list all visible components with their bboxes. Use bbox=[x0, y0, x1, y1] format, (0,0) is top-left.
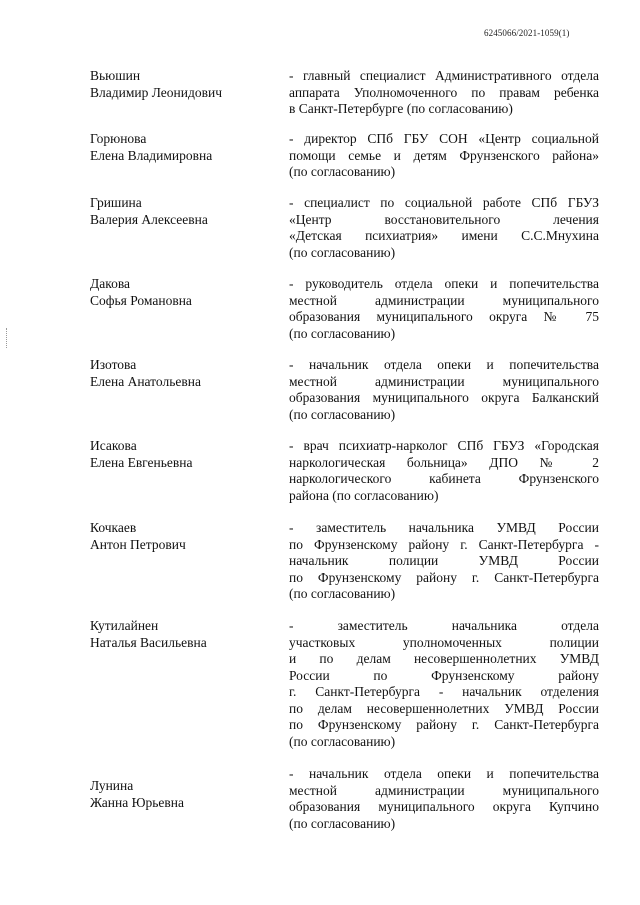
member-surname: Кочкаев bbox=[90, 520, 137, 535]
role-line: образования муниципального округа Купчино bbox=[289, 799, 599, 814]
role-line: местной администрации муниципального bbox=[289, 373, 599, 389]
role-line: - начальник отдела опеки и попечительства bbox=[289, 766, 599, 781]
member-surname: Горюнова bbox=[90, 131, 147, 146]
role-line: - начальник отдела опеки и попечительства bbox=[289, 357, 599, 372]
role-line: «Детская психиатрия» имени С.С.Мнухина bbox=[289, 228, 599, 243]
role-line: наркологического кабинета Фрунзенского bbox=[289, 471, 599, 486]
role-line: «Центр восстановительного лечения bbox=[289, 211, 599, 227]
role-line: помощи семье и детям Фрунзенского района» bbox=[289, 147, 599, 163]
member-surname: Вьюшин bbox=[90, 68, 141, 83]
member-role bbox=[289, 357, 599, 423]
member-surname: Исакова bbox=[90, 438, 137, 453]
member-name bbox=[90, 68, 270, 101]
role-line: - заместитель начальника отдела bbox=[289, 618, 599, 633]
member-given-name: Елена Евгеньевна bbox=[90, 454, 193, 470]
member-name bbox=[90, 778, 270, 811]
member-role bbox=[289, 68, 599, 118]
member-given-name: Владимир Леонидович bbox=[90, 84, 222, 100]
member-role bbox=[289, 766, 599, 832]
member-given-name: Елена Владимировна bbox=[90, 147, 213, 163]
member-name bbox=[90, 520, 270, 553]
role-line: - руководитель отдела опеки и попечительства bbox=[289, 276, 599, 291]
role-line: по Фрунзенскому району г. Санкт-Петербурга bbox=[289, 717, 599, 732]
role-line: по Фрунзенскому району г. Санкт-Петербурга bbox=[289, 569, 599, 585]
member-name bbox=[90, 195, 270, 228]
member-role bbox=[289, 618, 599, 750]
role-line: района (по согласованию) bbox=[289, 487, 439, 503]
member-role bbox=[289, 195, 599, 261]
member-surname: Дакова bbox=[90, 276, 131, 291]
role-line: и по делам несовершеннолетних УМВД bbox=[289, 651, 599, 666]
role-line: наркологическая больница» ДПО № 2 bbox=[289, 454, 599, 470]
member-name bbox=[90, 357, 270, 390]
role-line: начальник полиции УМВД России bbox=[289, 553, 599, 568]
member-given-name: Елена Анатольевна bbox=[90, 373, 201, 389]
role-line: - специалист по социальной работе СПб ГБУЗ bbox=[289, 195, 599, 210]
member-name bbox=[90, 618, 270, 651]
role-line: - заместитель начальника УМВД России bbox=[289, 520, 599, 535]
role-line: участковых уполномоченных полиции bbox=[289, 634, 599, 650]
member-name bbox=[90, 131, 270, 164]
member-given-name: Валерия Алексеевна bbox=[90, 211, 208, 227]
role-line: г. Санкт-Петербурга - начальник отделения bbox=[289, 684, 599, 699]
member-given-name: Антон Петрович bbox=[90, 536, 186, 552]
member-surname: Гришина bbox=[90, 195, 142, 210]
member-role bbox=[289, 131, 599, 181]
document-number: 6245066/2021-1059(1) bbox=[484, 28, 570, 38]
role-line: (по согласованию) bbox=[289, 325, 396, 341]
member-given-name: Софья Романовна bbox=[90, 292, 192, 308]
member-role bbox=[289, 520, 599, 603]
role-line: (по согласованию) bbox=[289, 244, 396, 260]
member-surname: Лунина bbox=[90, 778, 134, 793]
member-name bbox=[90, 276, 270, 309]
role-line: местной администрации муниципального bbox=[289, 782, 599, 798]
member-name bbox=[90, 438, 270, 471]
role-line: в Санкт-Петербурге (по согласованию) bbox=[289, 101, 513, 116]
member-given-name: Наталья Васильевна bbox=[90, 634, 207, 650]
role-line: (по согласованию) bbox=[289, 406, 396, 422]
member-role bbox=[289, 438, 599, 504]
role-line: по Фрунзенскому району г. Санкт-Петербурга - bbox=[289, 536, 599, 552]
role-line: образования муниципального округа Балканский bbox=[289, 390, 599, 405]
role-line: (по согласованию) bbox=[289, 164, 396, 179]
role-line: по делам несовершеннолетних УМВД России bbox=[289, 700, 599, 716]
role-line: (по согласованию) bbox=[289, 733, 396, 749]
role-line: местной администрации муниципального bbox=[289, 292, 599, 308]
scan-artifact bbox=[6, 328, 9, 348]
member-given-name: Жанна Юрьевна bbox=[90, 794, 184, 810]
role-line: (по согласованию) bbox=[289, 586, 396, 601]
member-surname: Кутилайнен bbox=[90, 618, 159, 633]
role-line: - врач психиатр-нарколог СПб ГБУЗ «Городская bbox=[289, 438, 599, 453]
role-line: (по согласованию) bbox=[289, 815, 396, 831]
role-line: аппарата Уполномоченного по правам ребенка bbox=[289, 84, 599, 100]
role-line: России по Фрунзенскому району bbox=[289, 667, 599, 683]
member-surname: Изотова bbox=[90, 357, 137, 372]
member-role bbox=[289, 276, 599, 342]
role-line: - директор СПб ГБУ СОН «Центр социальной bbox=[289, 131, 599, 146]
role-line: образования муниципального округа № 75 bbox=[289, 309, 599, 324]
role-line: - главный специалист Административного отдела bbox=[289, 68, 599, 83]
